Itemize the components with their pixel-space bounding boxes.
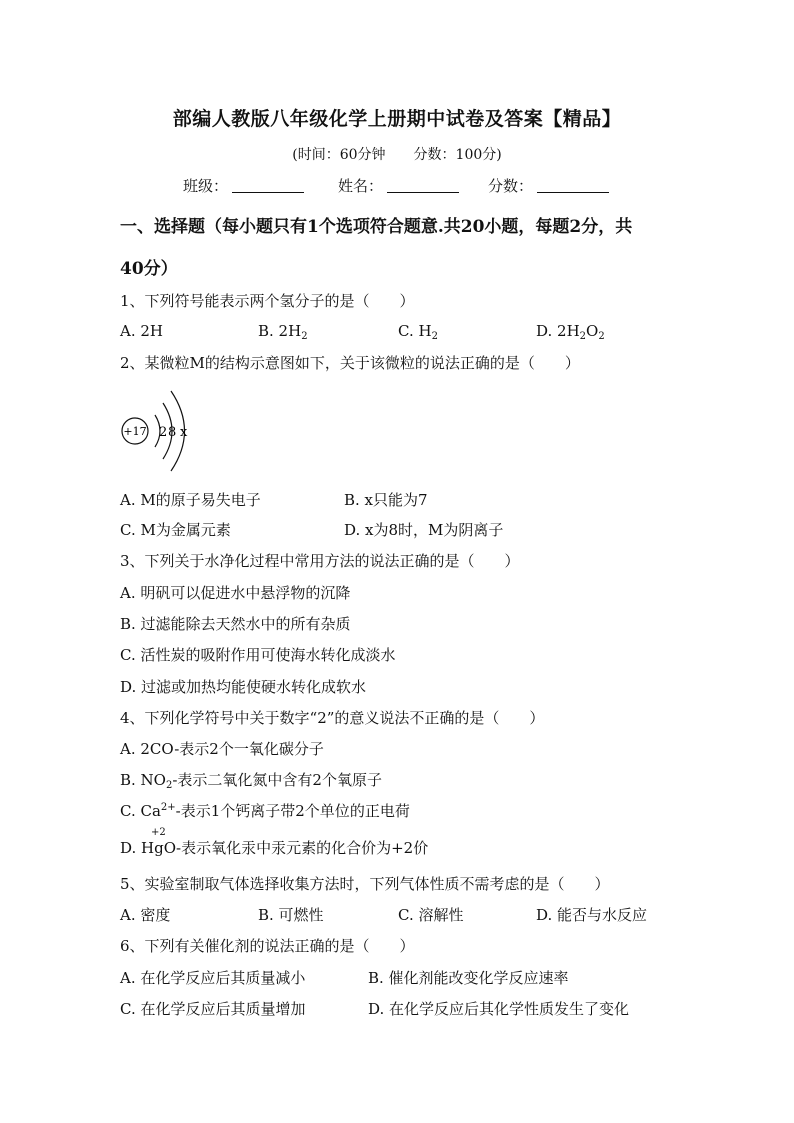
section-heading-line2: 40分） xyxy=(120,259,178,279)
q1-option-c: C. $H_2$ xyxy=(398,322,438,342)
shell2-electrons: 8 xyxy=(168,425,177,440)
q3-option-d: D. 过滤或加热均能使硬水转化成软水 xyxy=(120,678,367,696)
q5-option-c: C. 溶解性 xyxy=(398,906,464,924)
q2-stem: 2、某微粒M的结构示意图如下，关于该微粒的说法正确的是（ ） xyxy=(120,354,580,372)
q6-stem: 6、下列有关催化剂的说法正确的是（ ） xyxy=(120,937,415,955)
class-blank[interactable] xyxy=(232,178,304,193)
q3-option-a: A. 明矾可以促进水中悬浮物的沉降 xyxy=(120,584,351,602)
q5-option-d: D. 能否与水反应 xyxy=(536,906,648,924)
page-title: 部编人教版八年级化学上册期中试卷及答案【精品】 xyxy=(172,108,622,130)
q4-option-b: B. $NO_2-$表示二氧化氮中含有2个氧原子 xyxy=(120,771,382,791)
q1-stem: 1、下列符号能表示两个氢分子的是（ ） xyxy=(120,292,415,310)
q5-option-a: A. 密度 xyxy=(120,906,171,924)
q2-option-c: C. M为金属元素 xyxy=(120,521,231,539)
q4-option-c: C. $Ca^{2+}-$表示1个钙离子带2个单位的正电荷 xyxy=(120,802,410,820)
q4-option-a: A. 2CO-表示2个一氧化碳分子 xyxy=(120,740,324,758)
q3-stem: 3、下列关于水净化过程中常用方法的说法正确的是（ ） xyxy=(120,552,520,570)
shell1-electrons: 2 xyxy=(159,425,168,440)
q2-option-d: D. x为8时，M为阴离子 xyxy=(344,521,504,539)
q4-option-d: D. +2 HgO-表示氧化汞中汞元素的化合价为+2价 xyxy=(120,827,429,857)
hgo-formula: +2 HgO xyxy=(141,827,177,857)
q3-option-b: B. 过滤能除去天然水中的所有杂质 xyxy=(120,615,351,633)
q1-option-d: D. $2H_2O_2$ xyxy=(536,322,605,342)
class-field xyxy=(183,175,304,196)
q6-option-c: C. 在化学反应后其质量增加 xyxy=(120,1000,306,1018)
name-label: 姓名： xyxy=(338,177,384,195)
q1-option-a: A. 2H xyxy=(120,322,163,340)
name-blank[interactable] xyxy=(387,178,459,193)
atom-structure-diagram xyxy=(118,385,198,477)
shell3-electrons: x xyxy=(180,425,188,440)
q6-option-a: A. 在化学反应后其质量减小 xyxy=(120,969,306,987)
q5-option-b: B. 可燃性 xyxy=(258,906,324,924)
exam-time-score: (时间：60分钟 分数：100分) xyxy=(292,147,502,163)
q6-option-d: D. 在化学反应后其化学性质发生了变化 xyxy=(368,1000,630,1018)
section-heading-line1: 一、选择题（每小题只有1个选项符合题意.共20小题，每题2分，共 xyxy=(120,217,633,237)
name-field xyxy=(338,175,459,196)
q2-option-b: B. x只能为7 xyxy=(344,491,428,509)
nucleus-charge: +17 xyxy=(123,425,147,438)
q4-stem: 4、下列化学符号中关于数字“2”的意义说法不正确的是（ ） xyxy=(120,709,545,727)
q1-option-b: B. $2H_2$ xyxy=(258,322,308,342)
q3-option-c: C. 活性炭的吸附作用可使海水转化成淡水 xyxy=(120,646,396,664)
class-label: 班级： xyxy=(183,177,229,195)
q2-option-a: A. M的原子易失电子 xyxy=(120,491,261,509)
score-label: 分数： xyxy=(488,177,534,195)
q6-option-b: B. 催化剂能改变化学反应速率 xyxy=(368,969,569,987)
q5-stem: 5、实验室制取气体选择收集方法时，下列气体性质不需考虑的是（ ） xyxy=(120,875,610,893)
score-field xyxy=(488,175,609,196)
score-blank[interactable] xyxy=(537,178,609,193)
